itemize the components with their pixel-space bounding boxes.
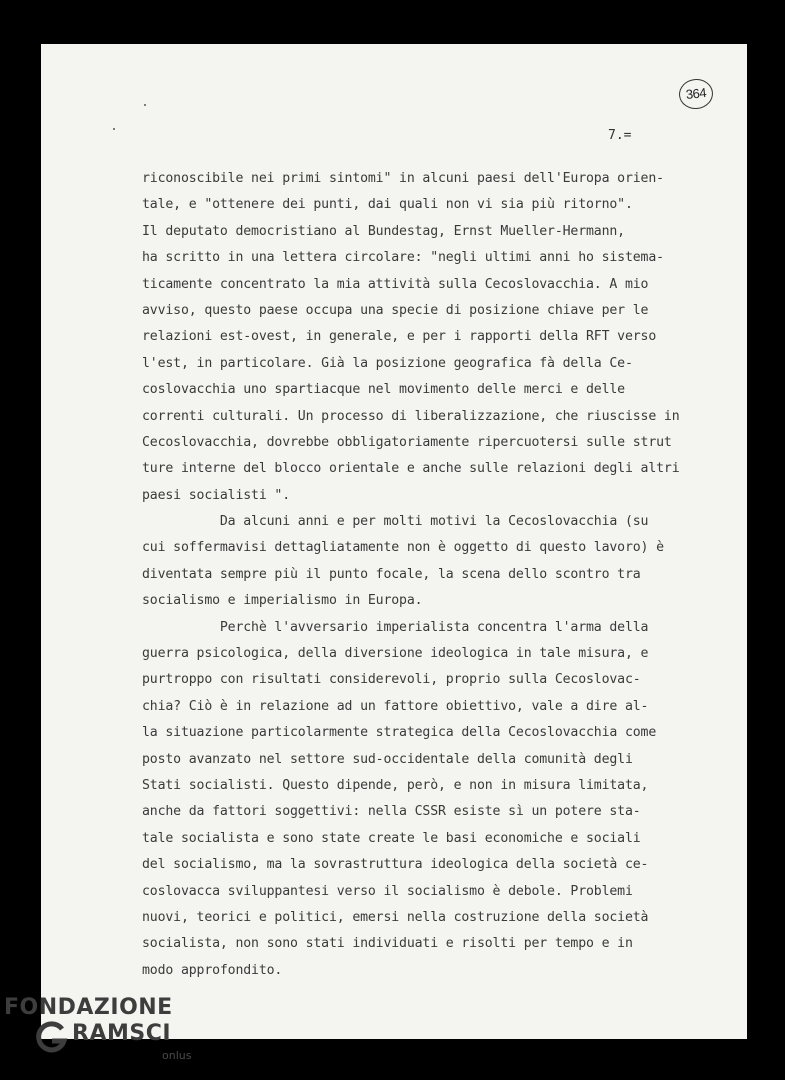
text-line: Da alcuni anni e per molti motivi la Cecoslovacchia (su — [142, 514, 649, 530]
text-line: coslovacca sviluppantesi verso il socialismo è debole. Problemi — [142, 883, 633, 899]
text-line: del socialismo, ma la sovrastruttura ideologica della società ce- — [142, 857, 649, 873]
text-line: posto avanzato nel settore sud-occidentale della comunità degli — [142, 751, 633, 767]
text-line: correnti culturali. Un processo di liberalizzazione, che riuscisse in — [142, 408, 680, 424]
text-line: relazioni est-ovest, in generale, e per i rapporti della RFT verso — [142, 329, 657, 345]
text-line: anche da fattori soggettivi: nella CSSR esiste sì un potere sta- — [142, 804, 641, 820]
paper-speck — [144, 104, 146, 106]
gramsci-g-logo-icon — [34, 1021, 68, 1055]
text-line: modo approfondito. — [142, 962, 283, 978]
text-line: paesi socialisti ". — [142, 487, 291, 503]
text-line: riconoscibile nei primi sintomi" in alcuni paesi dell'Europa orien- — [142, 171, 664, 186]
fondazione-gramsci-watermark — [4, 995, 192, 1062]
text-line: ha scritto in una lettera circolare: "negli ultimi anni ho sistema- — [142, 250, 664, 266]
watermark-line-2: RAMSCI — [72, 1021, 172, 1046]
text-line: ture interne del blocco orientale e anche sulle relazioni degli altri — [142, 461, 680, 477]
text-line: purtroppo con risultati considerevoli, proprio sulla Cecoslovac- — [142, 672, 641, 688]
typewritten-body — [142, 166, 714, 984]
text-line: Cecoslovacchia, dovrebbe obbligatoriamente ripercuotersi sulle strut — [142, 434, 672, 450]
text-line: ticamente concentrato la mia attività sulla Cecoslovacchia. A mio — [142, 276, 649, 292]
text-line: la situazione particolarmente strategica della Cecoslovacchia come — [142, 725, 657, 741]
watermark-line-1: FONDAZIONE — [4, 995, 173, 1020]
text-line: tale socialista e sono state create le basi economiche e sociali — [142, 830, 641, 846]
text-line: nuovi, teorici e politici, emersi nella costruzione della società — [142, 909, 649, 925]
text-line: tale, e "ottenere dei punti, dai quali non vi sia più ritorno". — [142, 197, 633, 213]
paper-speck — [113, 128, 115, 130]
page-number: 7.= — [608, 128, 632, 143]
text-line: socialista, non sono stati individuati e risolti per tempo e in — [142, 936, 633, 952]
text-line: coslovacchia uno spartiacque nel movimento delle merci e delle — [142, 382, 625, 398]
text-line: Il deputato democristiano al Bundestag, Ernst Mueller-Hermann, — [142, 223, 625, 239]
text-line: guerra psicologica, della diversione ideologica in tale misura, e — [142, 646, 649, 662]
watermark-subtitle: onlus — [162, 1049, 192, 1062]
text-line: chia? Ciò è in relazione ad un fattore obiettivo, vale a dire al- — [142, 698, 649, 714]
text-line: l'est, in particolare. Già la posizione geografica fà della Ce- — [142, 355, 633, 371]
text-line: Perchè l'avversario imperialista concentra l'arma della — [142, 619, 649, 635]
text-line: avviso, questo paese occupa una specie di posizione chiave per le — [142, 302, 649, 318]
text-line: socialismo e imperialismo in Europa. — [142, 593, 423, 609]
text-line: diventata sempre più il punto focale, la scena dello scontro tra — [142, 566, 641, 582]
text-line: cui soffermavisi dettagliatamente non è oggetto di questo lavoro) è — [142, 540, 664, 556]
archive-page-stamp: 364 — [678, 77, 715, 110]
text-line: Stati socialisti. Questo dipende, però, e non in misura limitata, — [142, 777, 649, 793]
